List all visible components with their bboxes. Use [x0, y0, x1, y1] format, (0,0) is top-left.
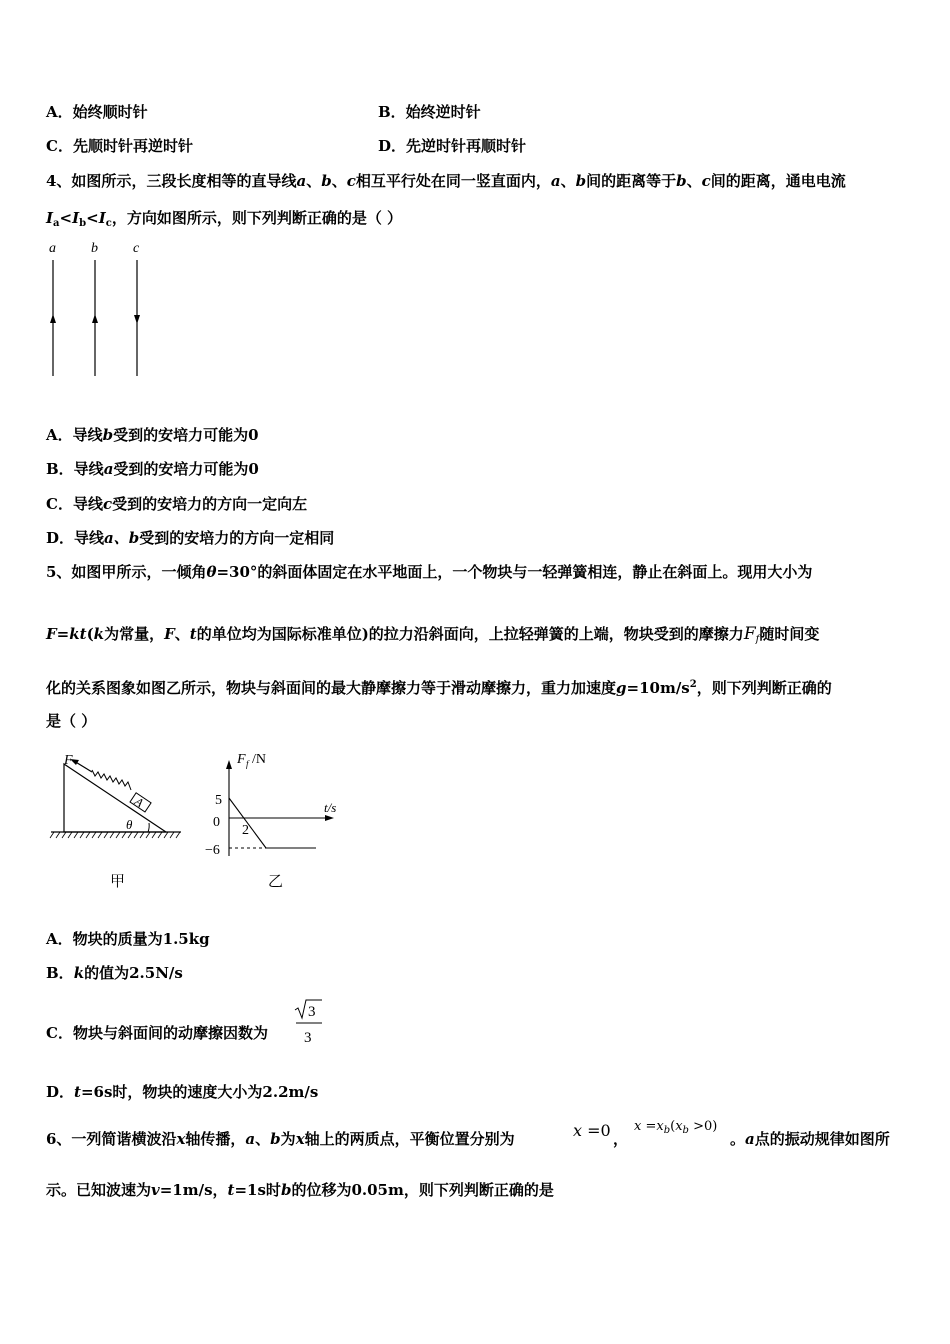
q6-stem-line1b: 。a点的振动规律如图所 — [730, 1130, 890, 1148]
wire-b-arrow-up — [92, 314, 98, 323]
q6-xb-formula: $x =x_b(x_b >0)$ — [634, 1119, 718, 1136]
q6-stem-line1a: 6、一列简谐横波沿x轴传播，a、b为x轴上的两质点，平衡位置分别为 — [46, 1130, 515, 1148]
q4-option-b: B．导线a受到的安培力可能为0 — [46, 460, 259, 478]
q5-stem-line2: F=kt(k为常量，F、t的单位均为国际标准单位)的拉力沿斜面向，上拉轻弹簧的上端，物块受到的摩擦力$F_f$随时间变 — [46, 624, 820, 645]
q4-option-d: D．导线a、b受到的安培力的方向一定相同 — [46, 529, 335, 547]
graph-y-unit: /N — [252, 752, 266, 767]
wire-a-arrow-up — [50, 314, 56, 323]
q5-option-c-fraction — [292, 996, 326, 1048]
wire-b-label: b — [91, 241, 98, 256]
fig-jia-caption: 甲 — [110, 874, 126, 890]
q3-option-a: A．始终顺时针 — [46, 103, 148, 121]
graph-y-sub: f — [246, 759, 249, 769]
q5-option-c: C．物块与斜面间的动摩擦因数为 — [46, 1024, 268, 1042]
q4-wires-figure — [40, 236, 160, 381]
fig-yi-caption: 乙 — [268, 874, 284, 890]
q4-stem-line1: 4、如图所示，三段长度相等的直导线a、b、c相互平行处在同一竖直面内，a、b间的距离等于b、c间的距离，通电电流 — [46, 172, 846, 190]
fraction-denominator: 3 — [304, 1030, 312, 1046]
wire-a-label: a — [49, 241, 56, 256]
q5-stem-line3: 化的关系图象如图乙所示，物块与斜面间的最大静摩擦力等于滑动摩擦力，重力加速度$g=10m/s^2$，则下列判断正确的 — [46, 679, 832, 697]
theta-label: θ — [126, 817, 133, 832]
graph-y-label: F — [237, 752, 246, 767]
q3-option-d: D．先逆时针再顺时针 — [378, 137, 527, 155]
q5-option-d: D．t=6s时，物块的速度大小为2.2m/s — [46, 1083, 319, 1101]
fraction-numerator: 3 — [308, 1004, 316, 1020]
graph-tick-5: 5 — [215, 793, 222, 808]
block-a-label: A — [132, 794, 147, 810]
q4-option-a: A．导线b受到的安培力可能为0 — [46, 426, 259, 444]
graph-tick-neg6: −6 — [205, 843, 220, 858]
q3-option-b: B．始终逆时针 — [378, 103, 481, 121]
q6-stem-line2: 示。已知波速为v=1m/s，t=1s时b的位移为0.05m，则下列判断正确的是 — [46, 1181, 554, 1199]
q5-option-a: A．物块的质量为1.5kg — [46, 930, 210, 948]
q6-sep: ， — [613, 1130, 629, 1148]
q4-option-c: C．导线c受到的安培力的方向一定向左 — [46, 495, 308, 513]
q6-xa-formula: x =0 — [573, 1121, 611, 1140]
force-f-label: F — [64, 753, 73, 768]
graph-tick-0: 0 — [213, 815, 220, 830]
q4-stem-line2: $I_a<I_b<I_c$，方向如图所示，则下列判断正确的是（ ） — [46, 209, 403, 229]
q5-stem-line1: 5、如图甲所示，一倾角θ=30°的斜面体固定在水平地面上，一个物块与一轻弹簧相连，静止在斜面上。现用大小为 — [46, 563, 813, 581]
wire-c-arrow-down — [134, 315, 140, 324]
q5-stem-line4: 是（ ） — [46, 712, 97, 730]
q3-option-c: C．先顺时针再逆时针 — [46, 137, 193, 155]
graph-label-2: 2 — [242, 823, 249, 838]
q5-fig-incline — [48, 750, 188, 895]
q5-option-b: B．k的值为2.5N/s — [46, 964, 183, 982]
wire-c-label: c — [133, 241, 140, 256]
graph-x-label: t/s — [324, 800, 337, 815]
q5-fig-graph — [200, 746, 350, 896]
